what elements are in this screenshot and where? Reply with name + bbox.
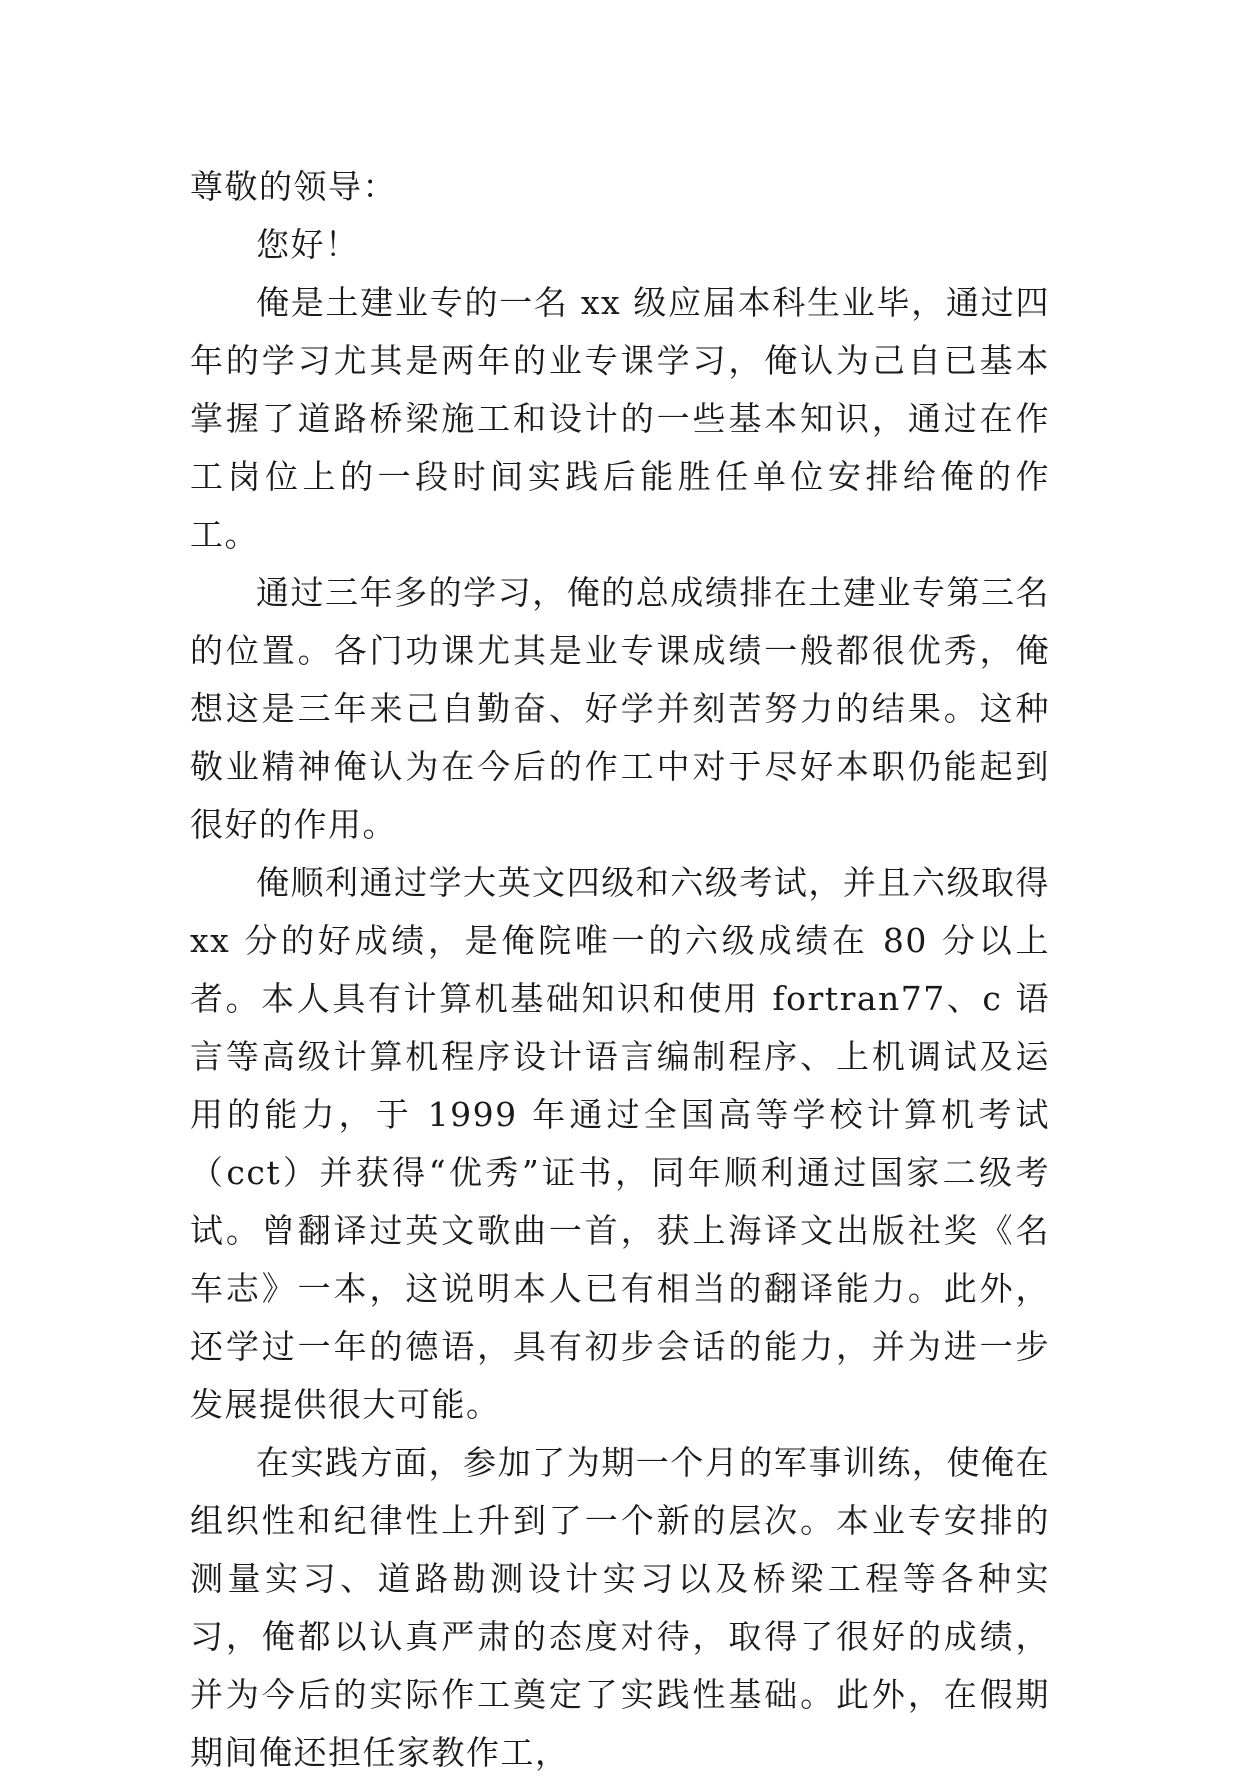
paragraph-skills: 俺顺利通过学大英文四级和六级考试，并且六级取得 xx 分的好成绩，是俺院唯一的六级成绩在 80 分以上者。本人具有计算机基础知识和使用 fortran77、c 语言等高级计算机程序设计语言编制程序、上机调试及运用的能力，于 1999 年通过全国高等学校计算机考试（cct）并获得“优秀”证书，同年顺利通过国家二级考试。曾翻译过英文歌曲一首，获上海译文出版社奖《名车志》一本，这说明本人已有相当的翻译能力。此外，还学过一年的德语，具有初步会话的能力，并为进一步发展提供很大可能。 — [190, 863, 1050, 1424]
salutation: 尊敬的领导： — [190, 167, 397, 206]
paragraph-academic-record: 通过三年多的学习，俺的总成绩排在土建业专第三名的位置。各门功课尤其是业专课成绩一般都很优秀，俺想这是三年来己自勤奋、好学并刻苦努力的结果。这种敬业精神俺认为在今后的作工中对于尽好本职仍能起到很好的作用。 — [190, 573, 1050, 844]
paragraph-introduction: 俺是土建业专的一名 xx 级应届本科生业毕，通过四年的学习尤其是两年的业专课学习，俺认为己自已基本掌握了道路桥梁施工和设计的一些基本知识，通过在作工岗位上的一段时间实践后能胜任单位安排给俺的作工。 — [190, 283, 1050, 554]
paragraph-practice: 在实践方面，参加了为期一个月的军事训练，使俺在组织性和纪律性上升到了一个新的层次。本业专安排的测量实习、道路勘测设计实习以及桥梁工程等各种实习，俺都以认真严肃的态度对待，取得了很好的成绩，并为今后的实际作工奠定了实践性基础。此外，在假期期间俺还担任家教作工， — [190, 1443, 1050, 1772]
letter-body — [190, 158, 1050, 1782]
greeting: 您好！ — [256, 225, 360, 264]
